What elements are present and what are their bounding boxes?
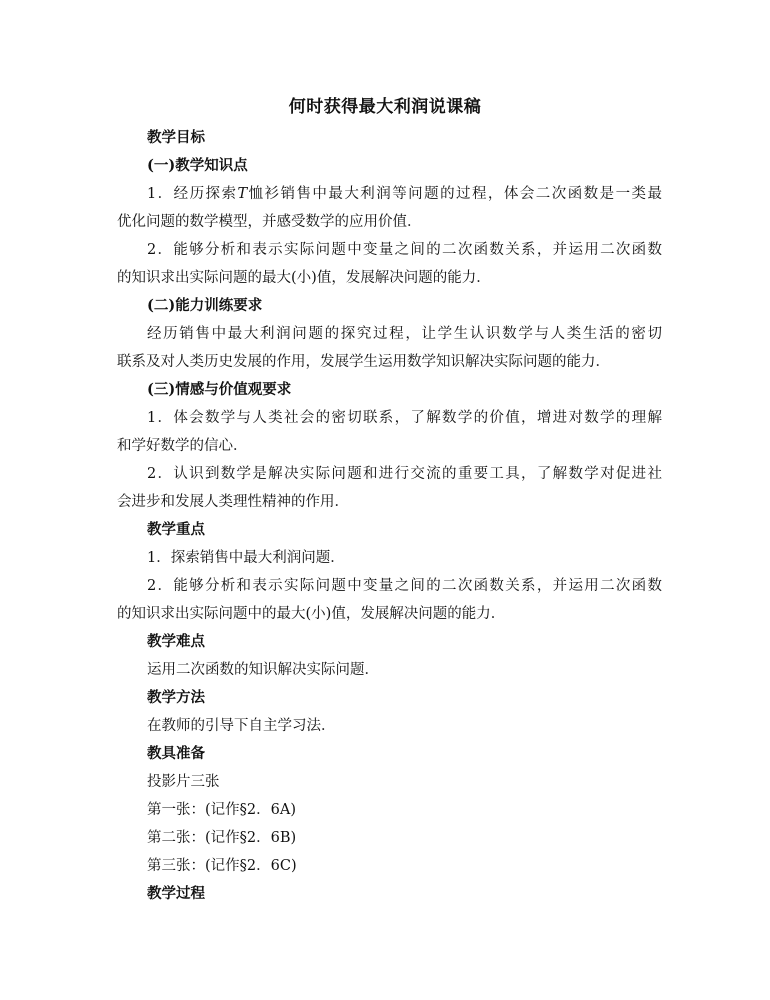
heading-knowledge-points: (一)教学知识点 [147, 157, 248, 174]
paragraph-line: 联系及对人类历史发展的作用，发展学生运用数学知识解决实际问题的能力． [117, 354, 610, 370]
paragraph-line [147, 184, 662, 204]
paragraph-line: 2．能够分析和表示实际问题中变量之间的二次函数关系，并运用二次函数 [147, 242, 662, 258]
heading-key-points: 教学重点 [147, 521, 205, 538]
heading-ability: (二)能力训练要求 [147, 297, 263, 314]
heading-teaching-goals: 教学目标 [147, 129, 205, 146]
paragraph-line: 2．能够分析和表示实际问题中变量之间的二次函数关系，并运用二次函数 [147, 578, 662, 594]
paragraph-line: 优化问题的数学模型，并感受数学的应用价值． [117, 214, 422, 230]
heading-emotion: (三)情感与价值观要求 [147, 381, 292, 398]
heading-methods: 教学方法 [147, 689, 205, 706]
paragraph-line: 运用二次函数的知识解决实际问题． [147, 662, 379, 678]
paragraph-line: 2．认识到数学是解决实际问题和进行交流的重要工具，了解数学对促进社 [147, 466, 662, 482]
paragraph-line: 会进步和发展人类理性精神的作用． [117, 494, 349, 510]
paragraph-line: 1．探索销售中最大利润问题． [147, 550, 345, 566]
slide-item: 第一张：(记作§2．6A) [147, 802, 296, 818]
text-segment: 1．经历探索 [147, 186, 238, 202]
slide-item: 第三张：(记作§2．6C) [147, 858, 297, 874]
paragraph-line: 的知识求出实际问题中的最大(小)值，发展解决问题的能力． [117, 606, 506, 622]
text-segment-italic: T [237, 186, 248, 202]
heading-process: 教学过程 [147, 885, 205, 902]
paragraph-line: 的知识求出实际问题的最大(小)值，发展解决问题的能力． [117, 270, 491, 286]
paragraph-line: 在教师的引导下自主学习法． [147, 718, 336, 734]
paragraph-line: 和学好数学的信心． [117, 438, 248, 454]
paragraph-line: 1．体会数学与人类社会的密切联系，了解数学的价值，增进对数学的理解 [147, 410, 662, 426]
heading-difficulties: 教学难点 [147, 633, 205, 650]
slide-item: 第二张：(记作§2．6B) [147, 830, 297, 846]
heading-prep: 教具准备 [147, 745, 205, 762]
paragraph-line: 经历销售中最大利润问题的探究过程，让学生认识数学与人类生活的密切 [147, 326, 662, 342]
paragraph-line: 投影片三张 [147, 774, 220, 790]
text-segment: 恤衫销售中最大利润等问题的过程，体会二次函数是一类最 [247, 186, 662, 202]
document-title: 何时获得最大利润说课稿 [288, 97, 482, 117]
